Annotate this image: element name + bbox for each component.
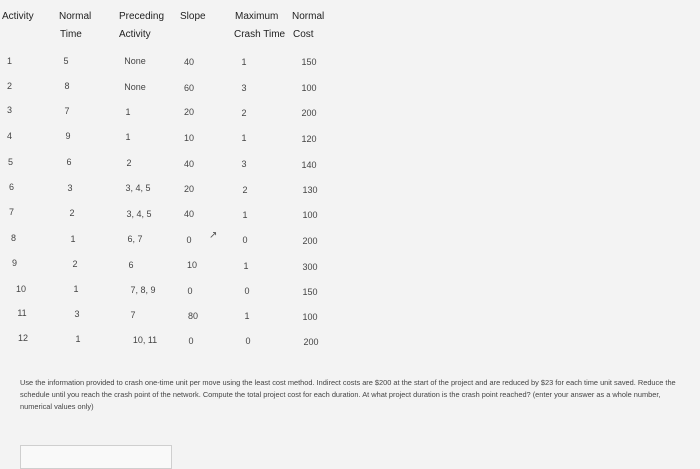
- preceding-value: None: [124, 56, 146, 66]
- max-crash-value: 1: [243, 261, 249, 271]
- normal-time-value: 1: [75, 334, 81, 344]
- activity-id: 10: [15, 284, 27, 294]
- preceding-value: None: [124, 82, 146, 92]
- header-normal-cost-line2: Cost: [293, 29, 314, 40]
- normal-time-value: 2: [69, 208, 75, 218]
- max-crash-value: 2: [242, 185, 248, 195]
- header-max-crash-time: [234, 8, 285, 44]
- normal-cost-value: 150: [301, 57, 317, 67]
- normal-cost-value: 120: [301, 134, 317, 144]
- activity-id: 6: [9, 182, 15, 192]
- preceding-value: 2: [126, 158, 132, 168]
- preceding-value: 7: [130, 310, 136, 320]
- slope-value: 0: [187, 286, 193, 296]
- normal-cost-value: 200: [303, 337, 319, 347]
- normal-cost-value: 100: [302, 312, 318, 322]
- question-text: Use the information provided to crash one-time unit per move using the least cost method. Indirect costs are $200 at the start of the project and are reduced by $23 for each time unit saved. Reduce the schedule until you reach the crash point of the network. Compute the total project cost for each duration. At what project duration is the crash point reached? (enter your answer as a whole number, numerical values only): [20, 378, 676, 412]
- normal-time-value: 9: [65, 131, 71, 141]
- slope-value: 20: [183, 184, 195, 194]
- normal-cost-value: 140: [301, 160, 317, 170]
- activity-id: 9: [12, 258, 18, 268]
- normal-time-value: 1: [73, 284, 79, 294]
- preceding-value: 10, 11: [132, 335, 158, 345]
- slope-value: 80: [187, 311, 199, 321]
- activity-id: 8: [11, 233, 17, 243]
- header-max-crash-line2: Crash Time: [234, 29, 286, 40]
- preceding-value: 1: [125, 132, 131, 142]
- normal-cost-value: 150: [302, 287, 318, 297]
- header-slope: Slope: [180, 11, 206, 22]
- max-crash-value: 0: [245, 336, 251, 346]
- slope-value: 10: [183, 133, 195, 143]
- max-crash-value: 1: [241, 133, 247, 143]
- slope-value: 0: [188, 336, 194, 346]
- activity-id: 2: [7, 81, 13, 91]
- header-normal-time-line2: Time: [60, 29, 82, 40]
- max-crash-value: 1: [244, 311, 250, 321]
- max-crash-value: 1: [242, 210, 248, 220]
- normal-cost-value: 300: [302, 262, 318, 272]
- normal-time-value: 8: [64, 81, 70, 91]
- activity-id: 3: [7, 105, 13, 115]
- slope-value: 60: [183, 83, 195, 93]
- header-preceding-line1: Preceding: [119, 11, 165, 22]
- header-normal-cost: [292, 8, 324, 44]
- normal-cost-value: 100: [302, 210, 318, 220]
- normal-time-value: 7: [64, 106, 70, 116]
- max-crash-value: 0: [242, 235, 248, 245]
- max-crash-value: 3: [241, 159, 247, 169]
- mouse-cursor-icon: ↗: [209, 230, 218, 241]
- activity-id: 12: [17, 333, 29, 343]
- max-crash-value: 1: [241, 57, 247, 67]
- normal-time-value: 3: [74, 309, 80, 319]
- slope-value: 40: [183, 159, 195, 169]
- activity-id: 7: [9, 207, 15, 217]
- header-activity: Activity: [2, 11, 34, 22]
- header-preceding-line2: Activity: [119, 29, 151, 40]
- slope-value: 20: [183, 107, 195, 117]
- preceding-value: 1: [125, 107, 131, 117]
- activity-id: 4: [7, 131, 13, 141]
- header-max-crash-line1: Maximum: [235, 11, 279, 22]
- normal-cost-value: 100: [301, 83, 317, 93]
- slope-value: 10: [186, 260, 198, 270]
- normal-cost-value: 200: [302, 236, 318, 246]
- normal-time-value: 2: [72, 259, 78, 269]
- answer-input[interactable]: [20, 445, 172, 469]
- preceding-value: 6: [128, 260, 134, 270]
- header-normal-time: [59, 8, 91, 44]
- normal-time-value: 5: [63, 56, 69, 66]
- header-normal-time-line1: Normal: [59, 11, 92, 22]
- activity-id: 11: [17, 308, 27, 318]
- max-crash-value: 0: [244, 286, 250, 296]
- activity-id: 5: [8, 157, 14, 167]
- max-crash-value: 3: [241, 83, 247, 93]
- slope-value: 40: [183, 57, 195, 67]
- preceding-value: 3, 4, 5: [125, 183, 151, 193]
- preceding-value: 3, 4, 5: [126, 209, 152, 219]
- normal-cost-value: 200: [301, 108, 317, 118]
- normal-time-value: 1: [70, 234, 76, 244]
- max-crash-value: 2: [241, 108, 247, 118]
- slope-value: 0: [186, 235, 192, 245]
- normal-time-value: 3: [67, 183, 73, 193]
- header-normal-cost-line1: Normal: [292, 11, 325, 22]
- preceding-value: 7, 8, 9: [130, 285, 156, 295]
- normal-time-value: 6: [66, 157, 72, 167]
- activity-id: 1: [7, 56, 13, 66]
- normal-cost-value: 130: [302, 185, 318, 195]
- slope-value: 40: [183, 209, 195, 219]
- preceding-value: 6, 7: [127, 234, 143, 244]
- header-preceding-activity: [119, 8, 164, 44]
